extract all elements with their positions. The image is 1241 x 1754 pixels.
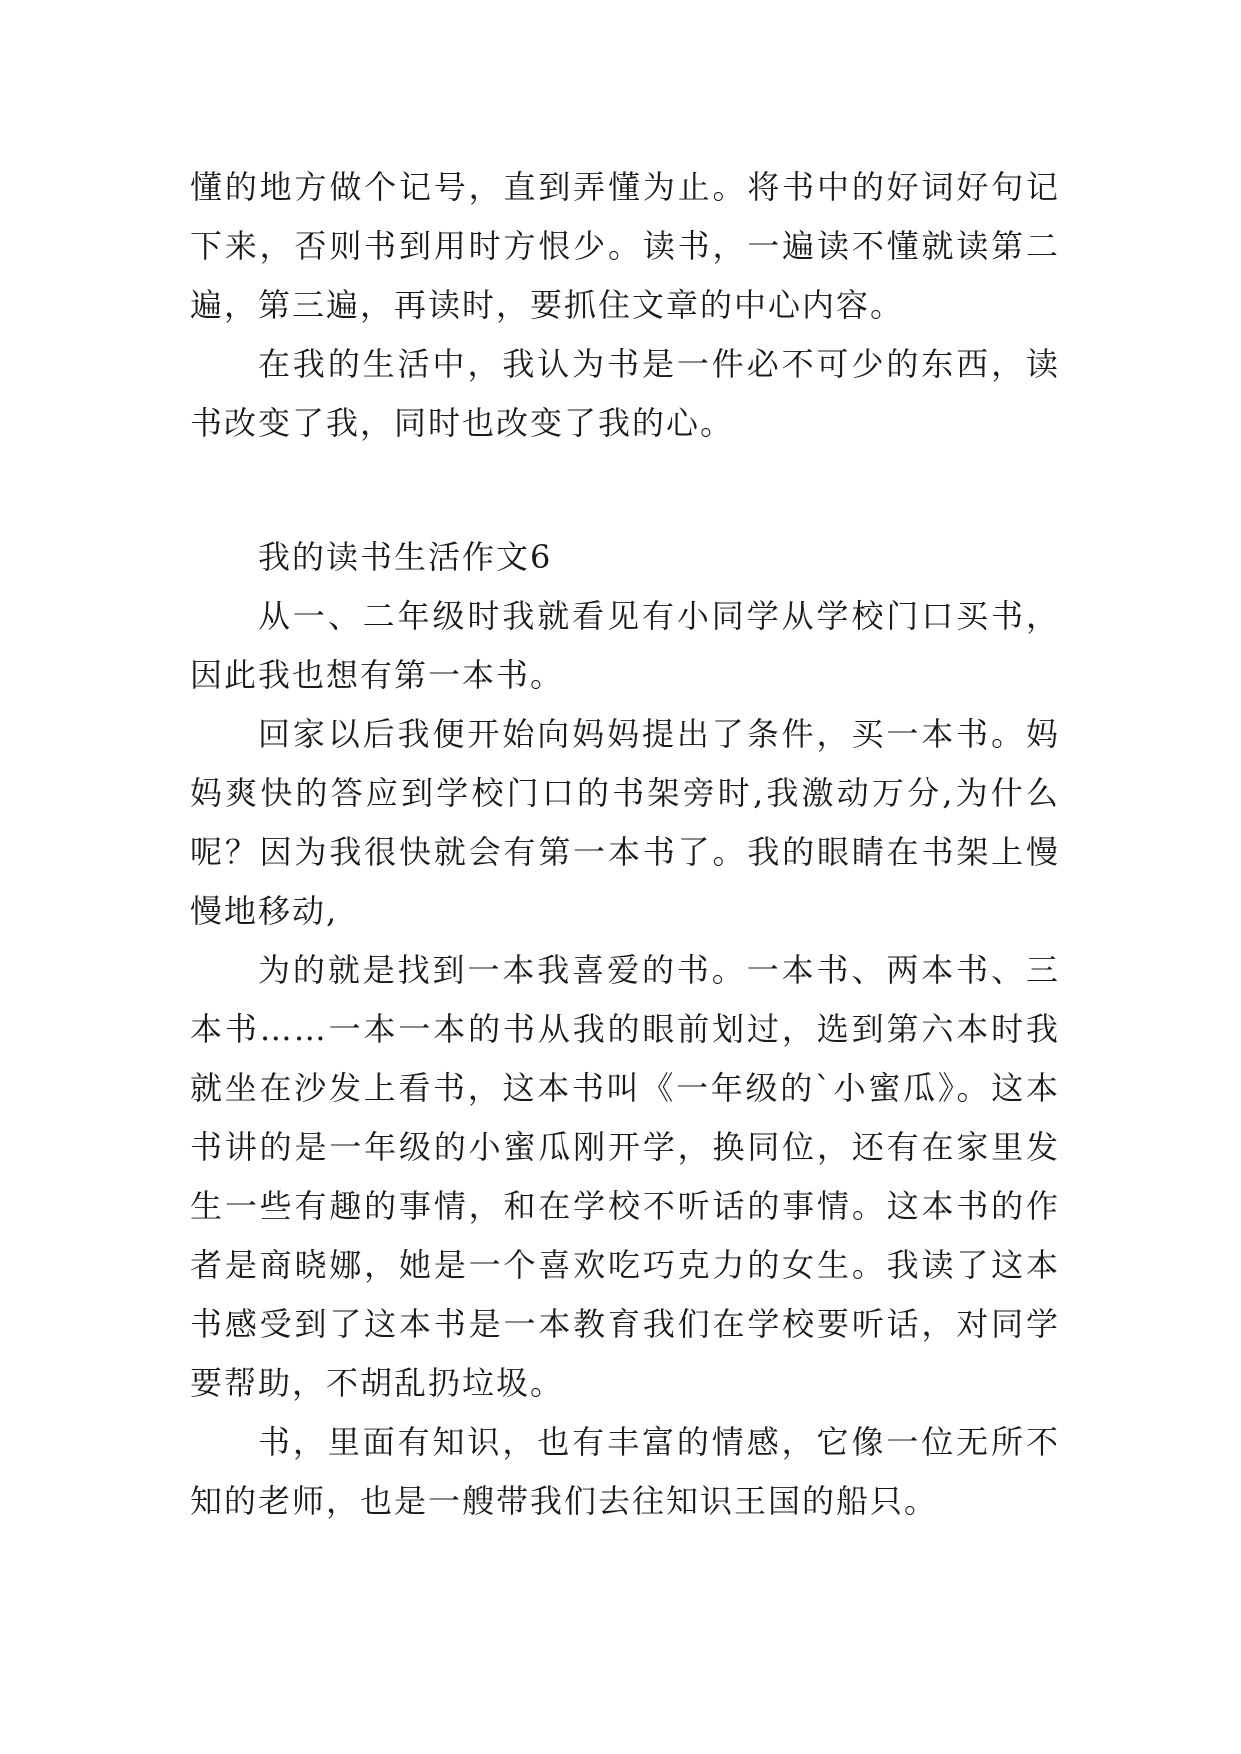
section-spacer: [190, 453, 1060, 528]
document-page: [190, 158, 1060, 1531]
paragraph: 为的就是找到一本我喜爱的书。一本书、两本书、三本书……一本一本的书从我的眼前划过，选到第六本时我就坐在沙发上看书，这本书叫《一年级的`小蜜瓜》。这本书讲的是一年级的小蜜瓜刚开学，换同位，还有在家里发生一些有趣的事情，和在学校不听话的事情。这本书的作者是商晓娜，她是一个喜欢吃巧克力的女生。我读了这本书感受到了这本书是一本教育我们在学校要听话，对同学要帮助，不胡乱扔垃圾。: [190, 951, 1060, 1402]
section-title: 我的读书生活作文6: [258, 538, 553, 576]
paragraph: 从一、二年级时我就看见有小同学从学校门口买书，因此我也想有第一本书。: [190, 597, 1060, 694]
paragraph: 在我的生活中，我认为书是一件必不可少的东西，读书改变了我，同时也改变了我的心。: [190, 345, 1060, 442]
paragraph: 回家以后我便开始向妈妈提出了条件，买一本书。妈妈爽快的答应到学校门口的书架旁时,我激动万分,为什么呢？因为我很快就会有第一本书了。我的眼睛在书架上慢慢地移动,: [190, 715, 1060, 930]
paragraph-continued: 懂的地方做个记号，直到弄懂为止。将书中的好词好句记下来，否则书到用时方恨少。读书，一遍读不懂就读第二遍，第三遍，再读时，要抓住文章的中心内容。: [190, 168, 1060, 324]
paragraph: 书，里面有知识，也有丰富的情感，它像一位无所不知的老师，也是一艘带我们去往知识王国的船只。: [190, 1423, 1060, 1520]
